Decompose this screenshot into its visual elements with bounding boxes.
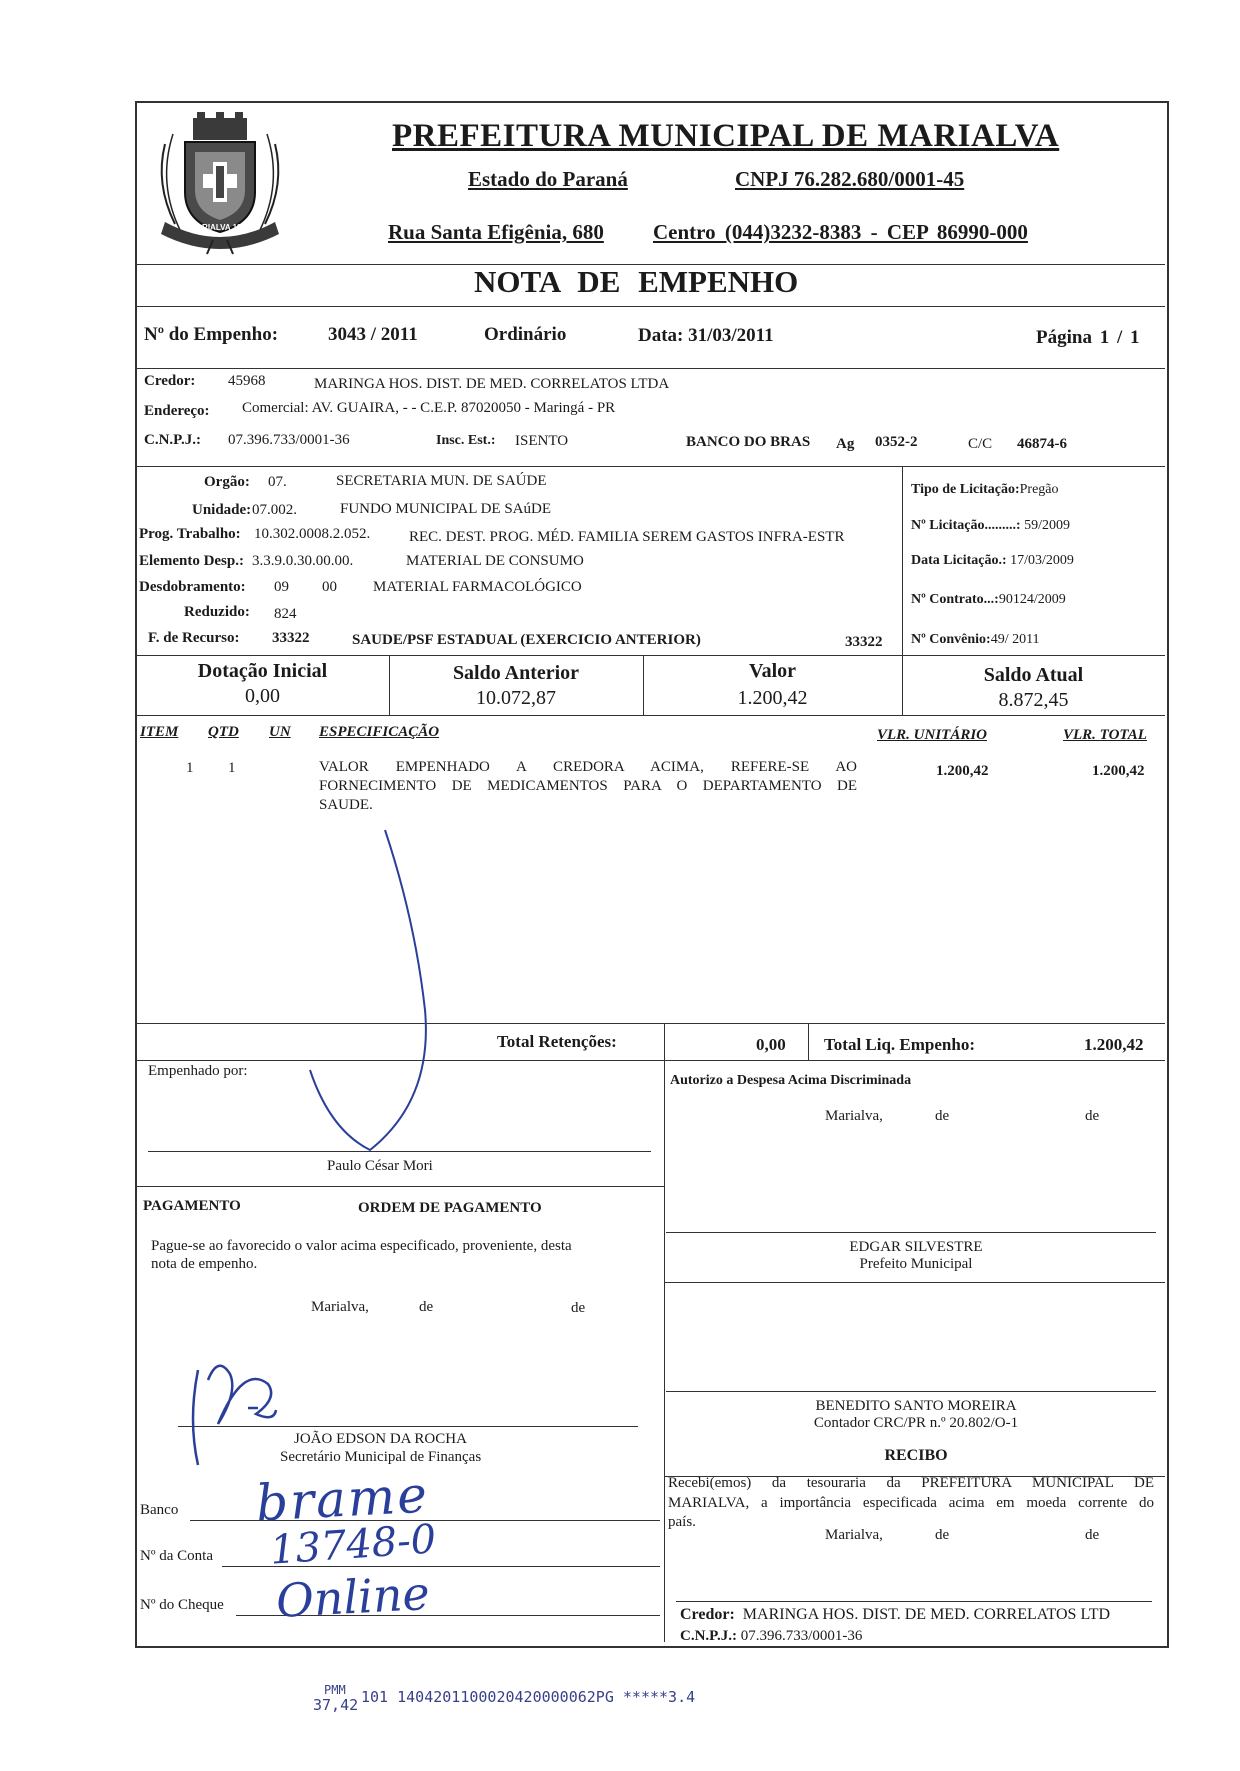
handwritten-banco: brame — [254, 1465, 431, 1533]
contador-cargo: Contador CRC/PR n.º 20.802/O-1 — [813, 1415, 1019, 1431]
pagamento-de-1: de — [419, 1299, 434, 1315]
numero-licitacao-label: Nº Licitação.........: — [911, 518, 1021, 533]
recibo-de-2: de — [1085, 1527, 1100, 1543]
conta-label: Nº da Conta — [140, 1548, 213, 1564]
prog-trabalho-name: REC. DEST. PROG. MÉD. FAMILIA SEREM GASTOS INFRA-ESTR — [409, 529, 845, 545]
dotacao-inicial: 0,00 — [245, 685, 280, 707]
cheque-label: Nº do Cheque — [140, 1597, 224, 1613]
agency-number: 0352-2 — [875, 434, 918, 450]
desdobramento-name: MATERIAL FARMACOLÓGICO — [373, 579, 582, 595]
orgao-code: 07. — [268, 474, 287, 490]
numero-licitacao-row — [911, 518, 1070, 534]
recibo-cnpj: 07.396.733/0001-36 — [740, 1628, 863, 1644]
data-licitacao: 17/03/2009 — [1010, 553, 1074, 568]
saldo-anterior: 10.072,87 — [476, 687, 556, 709]
item-number: 1 — [186, 760, 194, 776]
handwritten-cheque: Online — [274, 1566, 431, 1628]
fonte-recurso-label: F. de Recurso: — [148, 630, 240, 646]
stamp-top: PMM — [324, 1683, 346, 1697]
col-vlr-unitario: VLR. UNITÁRIO — [877, 727, 988, 743]
convenio-number: 49/ 2011 — [990, 632, 1040, 647]
contrato-row — [911, 592, 1066, 608]
municipal-seal — [145, 104, 295, 260]
document-title: NOTA DE EMPENHO — [474, 264, 799, 299]
secretario-cargo: Secretário Municipal de Finanças — [280, 1449, 482, 1465]
item-total-value: 1.200,42 — [1092, 763, 1145, 779]
saldo-atual-label: Saldo Atual — [983, 664, 1084, 686]
recibo-credor-row — [680, 1606, 1110, 1624]
pague-se-line2: nota de empenho. — [151, 1256, 258, 1272]
insc-est: ISENTO — [515, 433, 569, 449]
banco-label: Banco — [140, 1502, 179, 1518]
fonte-recurso-code2: 33322 — [845, 634, 883, 650]
seal-motto: MARIALVA 1951 — [189, 223, 251, 232]
pague-se-line1: Pague-se ao favorecido o valor acima especificado, proveniente, desta — [151, 1238, 572, 1254]
insc-est-label: Insc. Est.: — [436, 433, 496, 448]
autorizo-place: Marialva, — [825, 1108, 883, 1124]
autorizo-text: Autorizo a Despesa Acima Discriminada — [670, 1073, 912, 1088]
data-licitacao-label: Data Licitação.: — [911, 553, 1007, 568]
saldo-anterior-label: Saldo Anterior — [452, 662, 580, 684]
prog-trabalho-code: 10.302.0008.2.052. — [254, 526, 371, 542]
desdobramento-label: Desdobramento: — [139, 579, 246, 595]
col-especificacao: ESPECIFICAÇÃO — [319, 724, 440, 740]
item-desc-line1: VALOR EMPENHADO A CREDORA ACIMA, REFERE-SE AO — [319, 759, 857, 775]
recibo-cnpj-row — [680, 1628, 862, 1645]
total-retencoes-label: Total Retenções: — [497, 1032, 617, 1051]
contrato-number: 90124/2009 — [998, 592, 1066, 607]
credor-name: MARINGA HOS. DIST. DE MED. CORRELATOS LTDA — [314, 376, 670, 392]
recibo-line2: MARIALVA, a importância especificada acima em moeda corrente do — [668, 1495, 1154, 1511]
street-address: Rua Santa Efigênia, 680 — [388, 220, 604, 244]
address-contact: Centro (044)3232-8383 - CEP 86990-000 — [653, 220, 1028, 244]
prefeito-nome: EDGAR SILVESTRE — [849, 1239, 983, 1255]
state-name: Estado do Paraná — [468, 167, 628, 191]
item-qtd: 1 — [228, 760, 236, 776]
account-label: C/C — [968, 436, 993, 452]
contrato-label: Nº Contrato...: — [911, 592, 999, 607]
tipo-licitacao-label-text: Tipo de Licitação: — [911, 482, 1020, 497]
elemento-name: MATERIAL DE CONSUMO — [406, 553, 584, 569]
agency-label: Ag — [836, 436, 855, 452]
credor-cnpj: 07.396.733/0001-36 — [228, 432, 350, 448]
recibo-de-1: de — [935, 1527, 950, 1543]
prog-trabalho-label: Prog. Trabalho: — [139, 526, 241, 542]
convenio-row — [911, 632, 1040, 648]
data-licitacao-row — [911, 553, 1074, 569]
saldo-atual: 8.872,45 — [998, 689, 1069, 711]
fonte-recurso-name: SAUDE/PSF ESTADUAL (EXERCICIO ANTERIOR) — [352, 632, 701, 648]
autorizo-de-2: de — [1085, 1108, 1100, 1124]
convenio-label: Nº Convênio: — [911, 632, 991, 647]
reduzido-label: Reduzido: — [184, 604, 250, 620]
page-title: PREFEITURA MUNICIPAL DE MARIALVA — [392, 118, 1060, 154]
unidade-label: Unidade: — [192, 502, 252, 518]
elemento-code: 3.3.9.0.30.00.00. — [252, 553, 354, 569]
orgao-label: Orgão: — [204, 474, 250, 490]
autorizo-de-1: de — [935, 1108, 950, 1124]
account-number: 46874-6 — [1017, 436, 1067, 452]
recibo-credor-nome: MARINGA HOS. DIST. DE MED. CORRELATOS LTD — [742, 1606, 1111, 1623]
empenho-date: Data: 31/03/2011 — [638, 325, 774, 346]
stamp-line: 101 1404201100020420000062PG *****3.4 — [361, 1688, 696, 1706]
cnpj-header: CNPJ 76.282.680/0001-45 — [735, 167, 965, 191]
tipo-licitacao-label — [911, 482, 1059, 498]
elemento-label: Elemento Desp.: — [139, 553, 244, 569]
valor-value: 1.200,42 — [737, 687, 808, 709]
total-liquido: 1.200,42 — [1084, 1035, 1144, 1054]
recibo-cnpj-label: C.N.P.J.: — [680, 1628, 737, 1644]
cnpj-label: C.N.P.J.: — [144, 432, 201, 448]
secretario-nome: JOÃO EDSON DA ROCHA — [294, 1431, 467, 1447]
valor-label: Valor — [748, 660, 797, 682]
stamp-number: 37,42 — [313, 1696, 359, 1714]
item-desc-line3: SAUDE. — [319, 797, 373, 813]
fonte-recurso-code: 33322 — [272, 630, 310, 646]
contador-nome: BENEDITO SANTO MOREIRA — [815, 1398, 1017, 1414]
dotacao-inicial-label: Dotação Inicial — [197, 660, 328, 682]
reduzido-value: 824 — [274, 606, 297, 622]
handwritten-conta: 13748-0 — [268, 1516, 438, 1574]
recibo-place: Marialva, — [825, 1527, 883, 1543]
pagamento-de-2: de — [571, 1300, 586, 1316]
recibo-line3: país. — [668, 1514, 696, 1530]
col-qtd: QTD — [208, 724, 239, 740]
pagamento-place: Marialva, — [311, 1299, 369, 1315]
ordem-pagamento-label: ORDEM DE PAGAMENTO — [358, 1200, 542, 1216]
unidade-name: FUNDO MUNICIPAL DE SAúDE — [340, 501, 551, 517]
empenhado-por-label: Empenhado por: — [148, 1063, 248, 1079]
total-liquido-label: Total Liq. Empenho: — [824, 1035, 975, 1054]
endereco-label: Endereço: — [144, 403, 210, 419]
desdobramento-code2: 00 — [322, 579, 337, 595]
pagamento-label: PAGAMENTO — [143, 1198, 241, 1214]
recibo-title: RECIBO — [884, 1447, 948, 1464]
prefeito-cargo: Prefeito Municipal — [859, 1256, 973, 1272]
recibo-line1: Recebi(emos) da tesouraria da PREFEITURA MUNICIPAL DE — [668, 1475, 1154, 1491]
empenhado-por-nome: Paulo César Mori — [327, 1158, 433, 1174]
empenho-type: Ordinário — [484, 324, 567, 345]
bank-name: BANCO DO BRAS — [686, 434, 811, 450]
orgao-name: SECRETARIA MUN. DE SAÚDE — [336, 473, 547, 489]
signature-paulo — [300, 820, 460, 1170]
col-vlr-total: VLR. TOTAL — [1063, 727, 1147, 743]
empenho-number: 3043 / 2011 — [328, 324, 418, 345]
numero-licitacao: 59/2009 — [1024, 518, 1070, 533]
tipo-licitacao: Pregão — [1019, 482, 1059, 497]
signature-joao — [178, 1360, 298, 1470]
empenho-number-label: Nº do Empenho: — [144, 324, 279, 345]
item-unit-value: 1.200,42 — [936, 763, 989, 779]
recibo-credor-label: Credor: — [680, 1606, 735, 1623]
desdobramento-code: 09 — [274, 579, 289, 595]
unidade-code: 07.002. — [252, 502, 297, 518]
total-retencoes: 0,00 — [756, 1035, 786, 1054]
col-item: ITEM — [140, 724, 179, 740]
col-un: UN — [269, 724, 291, 740]
page-number: Página 1 / 1 — [1036, 327, 1140, 348]
item-desc-line2: FORNECIMENTO DE MEDICAMENTOS PARA O DEPARTAMENTO DE — [319, 778, 857, 794]
credor-address: Comercial: AV. GUAIRA, - - C.E.P. 87020050 - Maringá - PR — [242, 400, 616, 416]
credor-label: Credor: — [144, 373, 196, 389]
credor-code: 45968 — [228, 373, 266, 389]
